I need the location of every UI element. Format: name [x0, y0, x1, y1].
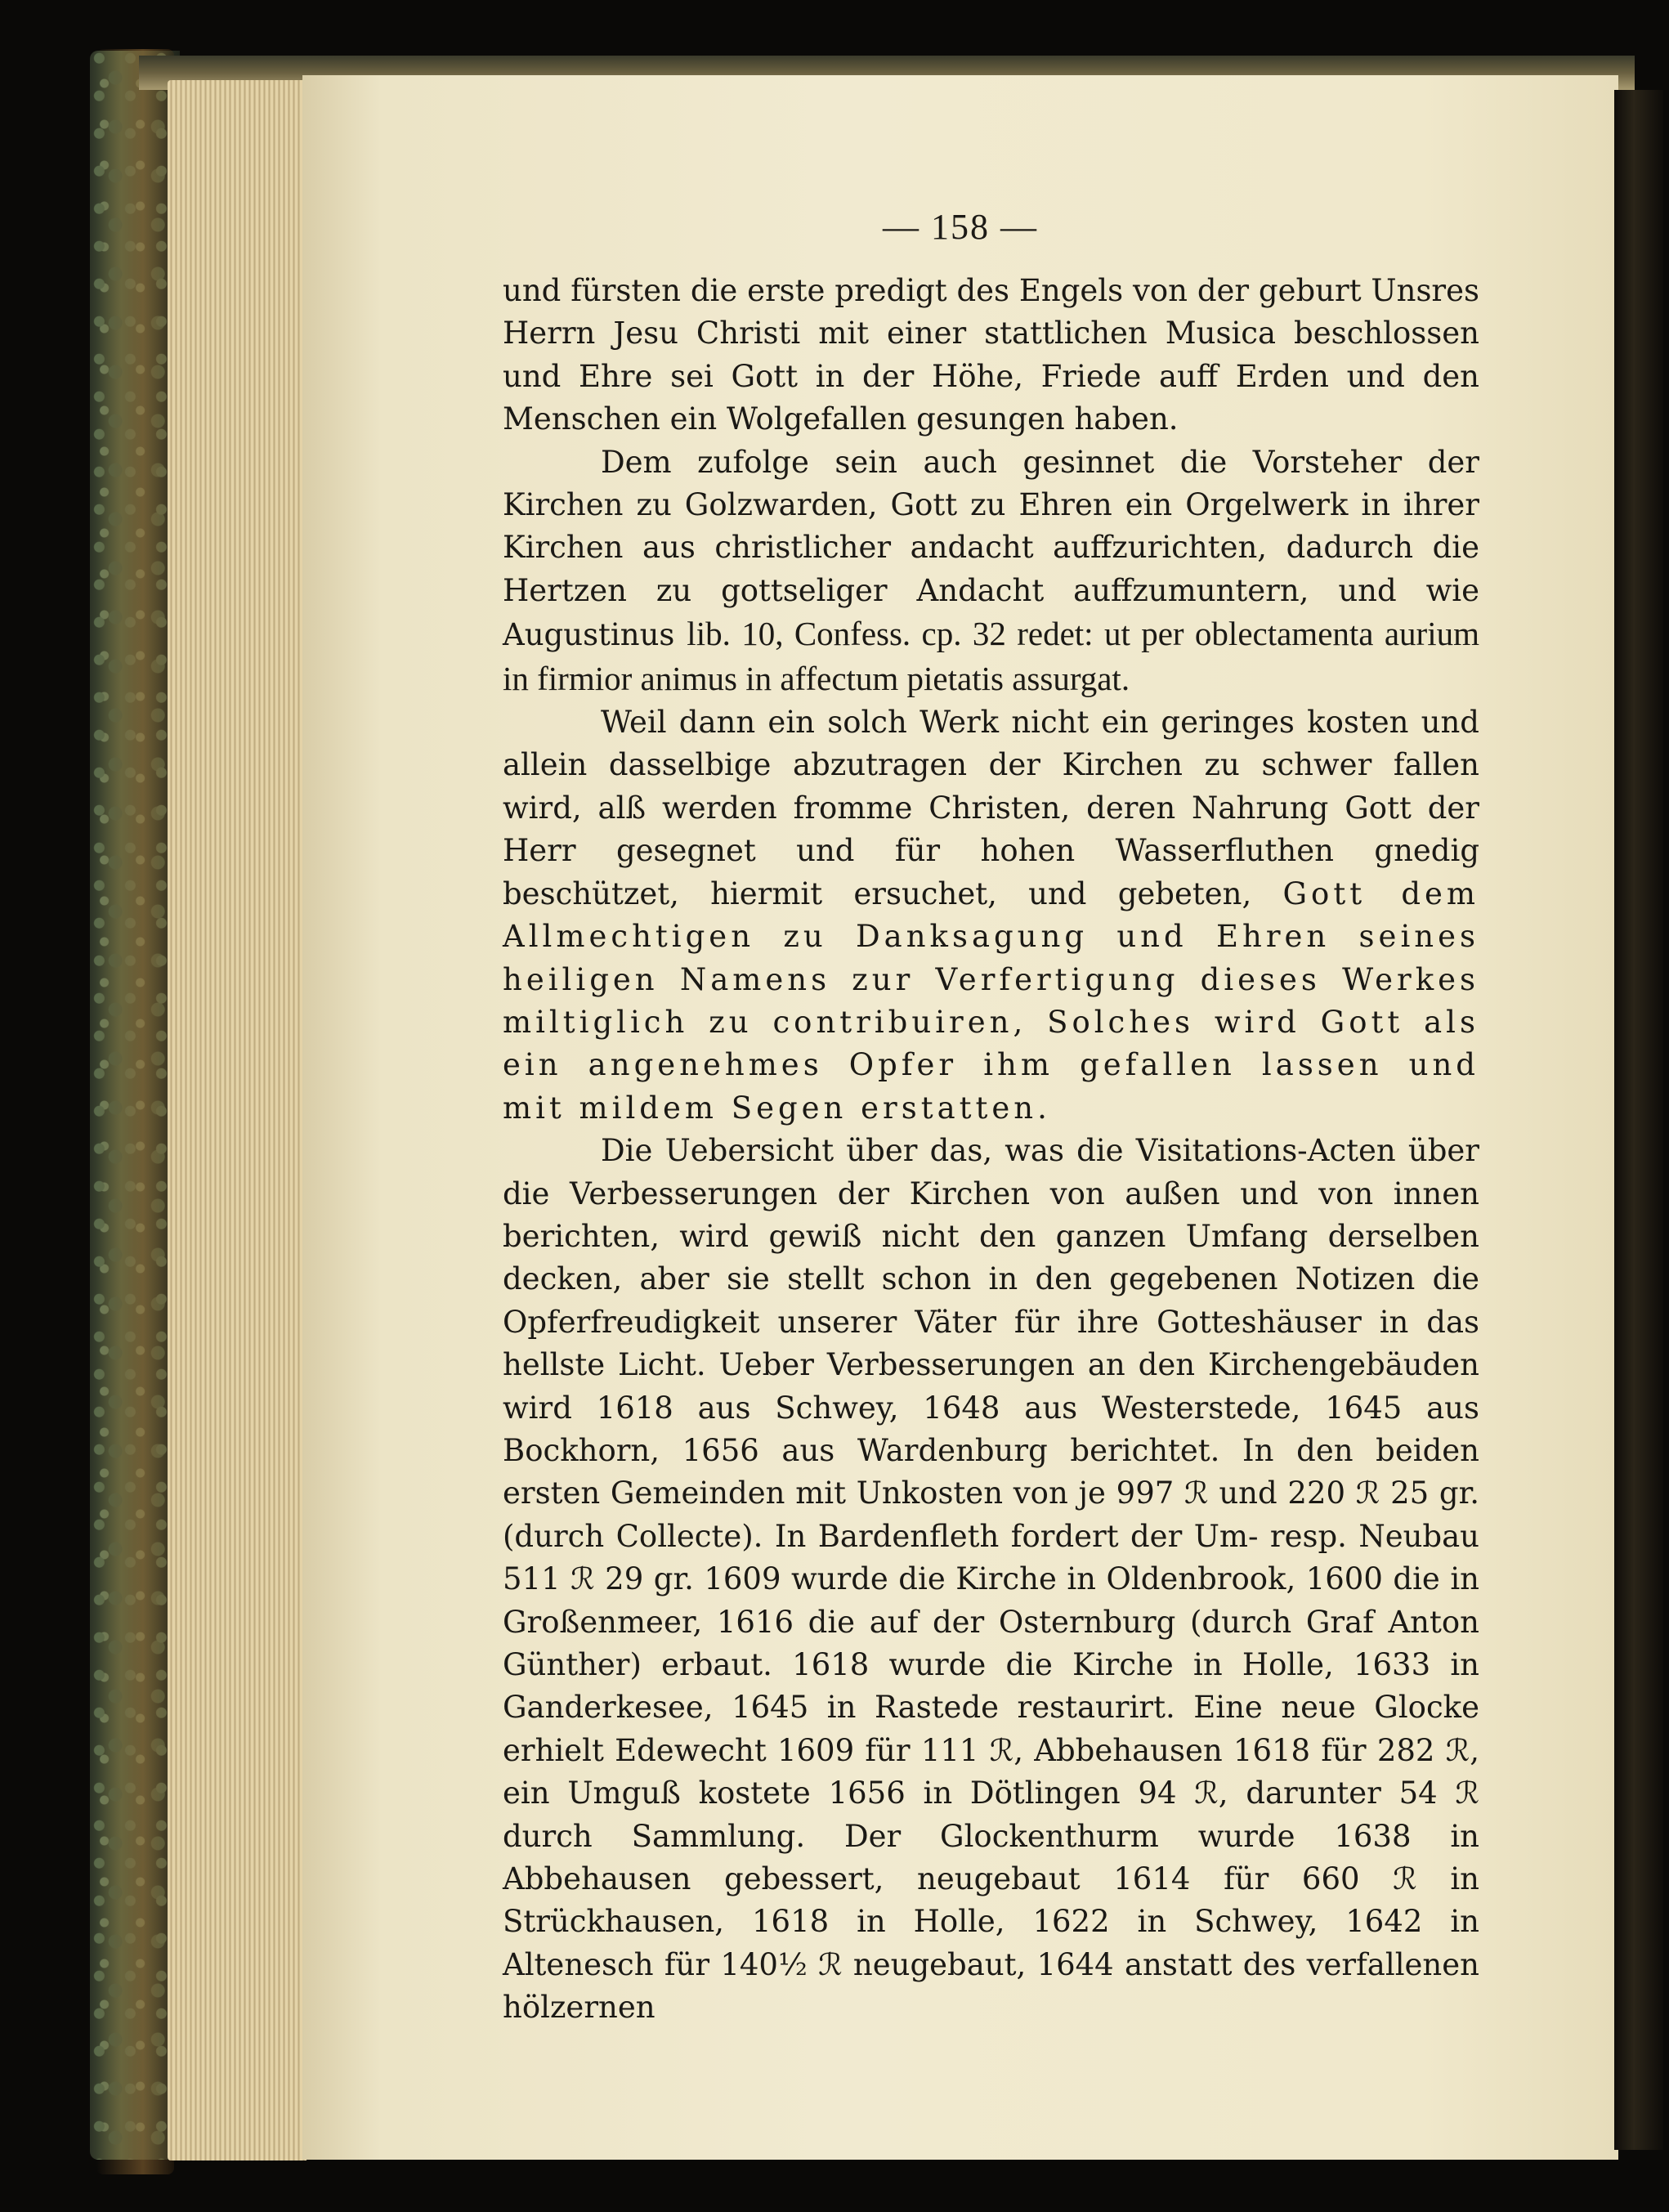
page-stack-edges	[168, 80, 307, 2161]
paragraph-2	[503, 441, 1479, 701]
paragraph-4: Die Uebersicht über das, was die Visitations-Acten über die Verbesserungen der Kirchen von außen und von innen berichten, wird gewiß nicht den ganzen Umfang derselben decken, aber sie stellt schon in den gegebenen Notizen die Opferfreudigkeit unserer Väter für ihre Gotteshäuser in das hellste Licht. Ueber Verbesserungen an den Kirchengebäuden wird 1618 aus Schwey, 1648 aus Westerstede, 1645 aus Bockhorn, 1656 aus Wardenburg berichtet. In den beiden ersten Gemeinden mit Unkosten von je 997 ℛ und 220 ℛ 25 gr. (durch Collecte). In Bardenfleth fordert der Um- resp. Neubau 511 ℛ 29 gr. 1609 wurde die Kirche in Oldenbrook, 1600 die in Großenmeer, 1616 die auf der Osternburg (durch Graf Anton Günther) erbaut. 1618 wurde die Kirche in Holle, 1633 in Ganderkesee, 1645 in Rastede restaurirt. Eine neue Glocke erhielt Edewecht 1609 für 111 ℛ, Abbehausen 1618 für 282 ℛ, ein Umguß kostete 1656 in Dötlingen 94 ℛ, darunter 54 ℛ durch Sammlung. Der Glockenthurm wurde 1638 in Abbehausen gebessert, neugebaut 1614 für 660 ℛ in Strückhausen, 1618 in Holle, 1622 in Schwey, 1642 in Altenesch für 140½ ℛ neugebaut, 1644 anstatt des verfallenen hölzernen	[503, 1133, 1479, 2026]
paragraph-2-fraktur-text: Dem zufolge sein auch gesinnet die Vorsteher der Kirchen zu Golzwarden, Gott zu Ehren ein Orgelwerk in ihrer Kirchen aus christlicher andacht auffzurichten, dadurch die Hertzen zu gottseliger Andacht auffzumuntern, und wie Augustinus	[503, 444, 1479, 653]
paragraph-1: und fürsten die erste predigt des Engels von der geburt Unsres Herrn Jesu Christi mit einer stattlichen Musica beschlossen und Ehre sei Gott in der Höhe, Friede auff Erden und den Menschen ein Wolgefallen gesungen haben.	[503, 273, 1479, 437]
page-number: — 158 —	[883, 207, 1038, 247]
book-spine	[96, 49, 174, 2174]
paragraph-3-spaced-text: Gott dem Allmechtigen zu Danksagung und Ehren seines heiligen Namens zur Verfertigung dieses Werkes miltiglich zu contribuiren, Solches wird Gott als ein angenehmes Opfer ihm gefallen lassen und mit mildem Segen erstatten.	[503, 875, 1479, 1126]
paragraph-2-latin-quote: lib. 10, Confess. cp. 32 redet: ut per oblectamenta aurium in firmior animus in affectum pietatis assurgat.	[503, 615, 1479, 697]
paragraph-3-text: Weil dann ein solch Werk nicht ein geringes kosten und allein dasselbige abzutragen der Kirchen zu schwer fallen wird, alß werden fromme Christen, deren Nahrung Gott der Herr gesegnet und für hohen Wasserfluthen gnedig beschützet, hiermit ersuchet, und gebeten,	[503, 705, 1479, 911]
page-body-text	[503, 270, 1479, 2030]
paragraph-3	[503, 701, 1479, 1130]
facing-page-edge	[1614, 90, 1663, 2150]
